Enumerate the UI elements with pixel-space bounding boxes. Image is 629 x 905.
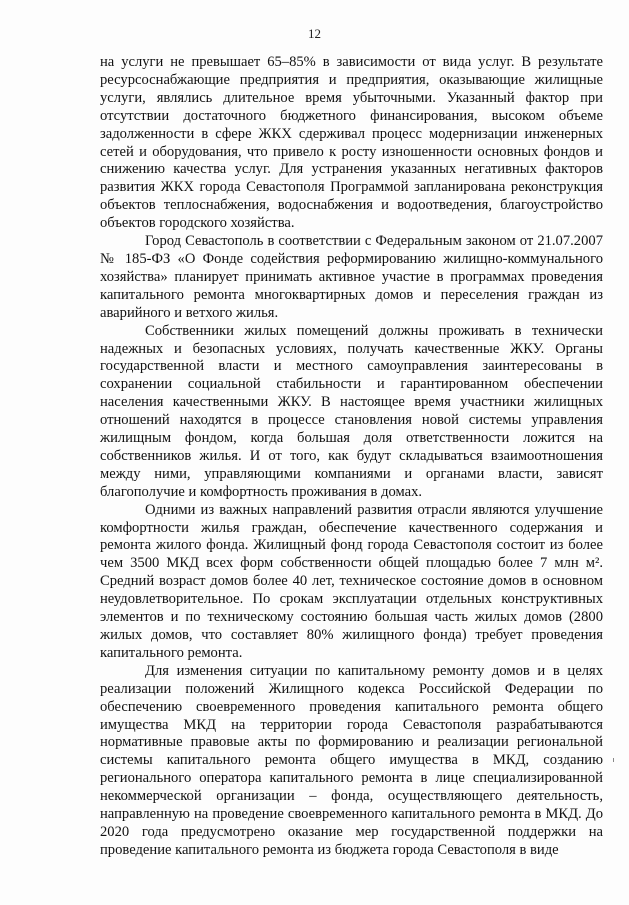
body-text — [100, 54, 603, 860]
page-number: 12 — [308, 26, 321, 41]
paragraph-2: Город Севастополь в соответствии с Федеральным законом от 21.07.2007 № 185-ФЗ «О Фонде содействия реформированию жилищно-коммунального хозяйства» планирует принимать активное участие в программах проведения капитального ремонта многоквартирных домов и переселения граждан из аварийного и ветхого жилья. — [100, 233, 603, 321]
paragraph-5: Для изменения ситуации по капитальному ремонту домов и в целях реализации положений Жилищного кодекса Российской Федерации по обеспечению своевременного проведения капитального ремонта общего имущества МКД на территории города Севастополя разрабатываются нормативные правовые акты по формированию и реализации региональной системы капитального ремонта общего имущества в МКД, созданию регионального оператора капитального ремонта в лице специализированной некоммерческой организации – фонда, осуществляющего деятельность, направленную на проведение своевременного капитального ремонта в МКД. До 2020 года предусмотрено оказание мер государственной поддержки на проведение капитального ремонта из бюджета города Севастополя в виде — [100, 662, 603, 858]
paragraph-4: Одними из важных направлений развития отрасли являются улучшение комфортности жилья граждан, обеспечение качественного содержания и ремонта жилого фонда. Жилищный фонд города Севастополя состоит из более чем 3500 МКД всех форм собственности общей площадью более 7 млн м². Средний возраст домов более 40 лет, техническое состояние домов в основном неудовлетворительное. По срокам эксплуатации отдельных конструктивных элементов и по техническому состоянию большая часть жилых домов (2800 жилых домов, что составляет 80% жилищного фонда) требует проведения капитального ремонта. — [100, 501, 603, 661]
scan-mark — [613, 758, 614, 762]
paragraph-3: Собственники жилых помещений должны проживать в технически надежных и безопасных условиях, получать качественные ЖКУ. Органы государственной власти и местного самоуправления заинтересованы в сохранении социальной стабильности и гарантированном обеспечении населения качественными ЖКУ. В настоящее время участники жилищных отношений находятся в процессе становления новой системы управления жилищным фондом, когда большая доля ответственности ложится на собственников жилья. И от того, как будут складываться взаимоотношения между ними, управляющими компаниями и органами власти, зависят благополучие и комфортность проживания в домах. — [100, 322, 603, 500]
paragraph-1: на услуги не превышает 65–85% в зависимости от вида услуг. В результате ресурсоснабжающие предприятия и предприятия, оказывающие жилищные услуги, являлись длительное время убыточными. Указанный фактор при отсутствии достаточного бюджетного финансирования, высоком объеме задолженности в сфере ЖКХ сдерживал процесс модернизации инженерных сетей и оборудования, что привело к росту изношенности основных фондов и снижению качества услуг. Для устранения указанных негативных факторов развития ЖКХ города Севастополя Программой запланирована реконструкция объектов теплоснабжения, водоснабжения и водоотведения, благоустройство объектов городского хозяйства. — [100, 54, 603, 232]
